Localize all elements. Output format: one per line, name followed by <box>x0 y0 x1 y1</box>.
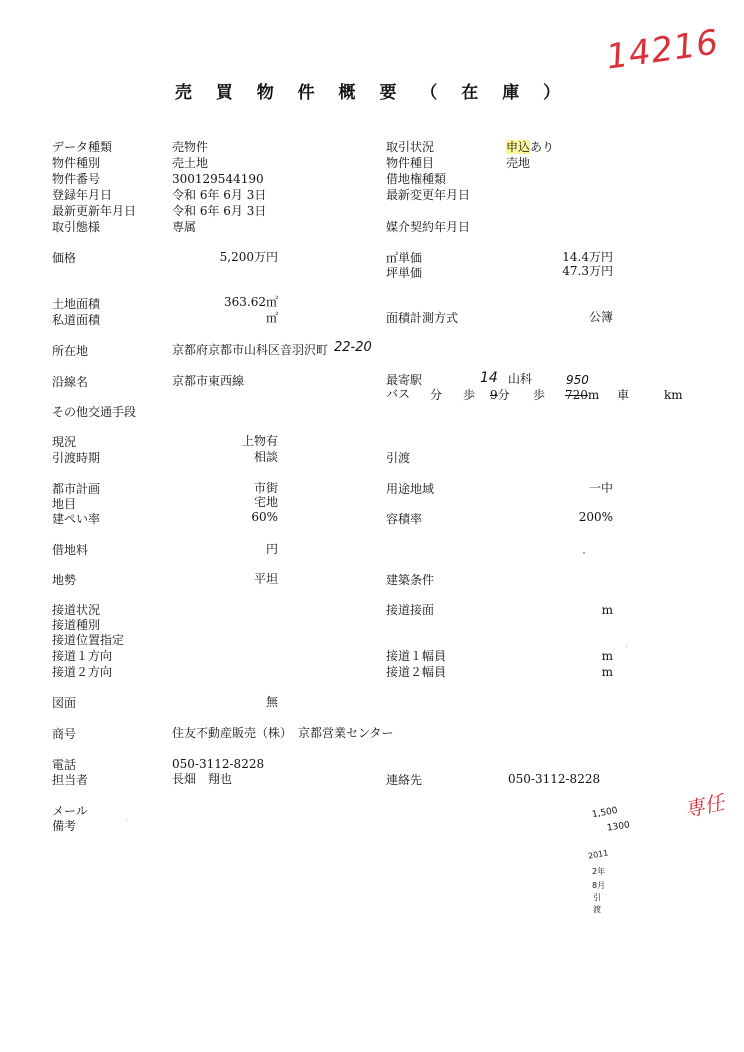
prop-no-label: 物件番号 <box>52 172 101 186</box>
bus-label: バス <box>386 387 411 401</box>
station-value: 山科 <box>508 372 533 386</box>
land-area-label: 土地面積 <box>52 297 101 311</box>
deal-value: 専属 <box>172 220 197 234</box>
walk-orig-minutes <box>490 388 510 402</box>
car-label: 車 <box>617 388 630 402</box>
other-transport-label: その他交通手段 <box>52 405 137 419</box>
drawing-label: 図面 <box>52 696 77 710</box>
handover-time-label: 引渡時期 <box>52 451 101 465</box>
location-value: 京都府京都市山科区音羽沢町 <box>172 343 329 357</box>
handover-time-value: 相談 <box>253 450 278 464</box>
person-value: 長畑 翔也 <box>172 772 233 786</box>
terrain-value: 平坦 <box>253 572 278 586</box>
person-label: 担当者 <box>52 773 89 787</box>
area-method-label: 面積計測方式 <box>386 311 459 325</box>
road-status-label: 接道状況 <box>52 603 101 617</box>
prop-item-label: 物件種目 <box>386 156 435 170</box>
drawing-value: 無 <box>265 695 278 709</box>
line-value: 京都市東西線 <box>172 374 245 388</box>
company-label: 商号 <box>52 727 77 741</box>
walk-orig-number: 9 <box>490 388 498 402</box>
reg-date-value: 令和 6年 6月 3日 <box>172 188 267 202</box>
prop-item-value: 売地 <box>506 156 531 170</box>
phone-label: 電話 <box>52 758 77 772</box>
station-label: 最寄駅 <box>386 373 423 387</box>
bus-min: 分 <box>430 388 443 402</box>
deal-status-value <box>506 140 554 154</box>
mail-label: メール <box>52 804 88 818</box>
tsubo-price-label: 坪単価 <box>386 266 423 280</box>
road1-width-unit: m <box>601 649 613 663</box>
far-label: 容積率 <box>386 512 423 526</box>
handwritten-distance: 950 <box>566 373 589 387</box>
distance-orig: 720 <box>565 388 588 402</box>
bus-walk: 歩 <box>463 388 476 402</box>
frontage-unit: m <box>601 603 613 617</box>
deal-status-label: 取引状況 <box>386 140 435 154</box>
lease-fee-label: 借地料 <box>52 543 89 557</box>
handwritten-note-vertical-2: 2年 <box>592 867 606 876</box>
deal-label: 取引態様 <box>52 220 101 234</box>
km-unit: km <box>664 388 683 402</box>
sqm-price-label: ㎡単価 <box>386 251 423 265</box>
handwritten-number: 14216 <box>603 22 722 78</box>
handover-label: 引渡 <box>386 451 411 465</box>
distance-value <box>565 388 599 402</box>
private-road-label: 私道面積 <box>52 313 101 327</box>
prop-kind-label: 物件種別 <box>52 156 101 170</box>
road-type-label: 接道種別 <box>52 618 101 632</box>
contact-label: 連絡先 <box>386 773 423 787</box>
broker-date-label: 媒介契約年月日 <box>386 220 471 234</box>
walk-min-unit: 分 <box>497 388 510 402</box>
land-cat-label: 地目 <box>52 497 77 511</box>
road1-dir-label: 接道１方向 <box>52 649 113 663</box>
land-cat-value: 宅地 <box>253 495 278 509</box>
building-cond-label: 建築条件 <box>386 573 435 587</box>
handwritten-address-suffix: 22-20 <box>334 340 372 355</box>
bcr-label: 建ぺい率 <box>52 512 101 526</box>
prop-no-value: 300129544190 <box>172 172 264 186</box>
tsubo-price-value: 47.3万円 <box>562 264 613 278</box>
contact-value: 050-3112-8228 <box>508 772 601 786</box>
far-value: 200% <box>578 510 613 524</box>
distance-unit: m <box>587 388 600 402</box>
change-date-label: 最新変更年月日 <box>386 188 471 202</box>
road2-dir-label: 接道２方向 <box>52 665 113 679</box>
handwritten-note-nums-2: 1300 <box>606 820 631 834</box>
land-area-value: 363.62㎡ <box>224 295 278 309</box>
handwritten-walk-minutes: 14 <box>480 370 498 386</box>
lease-kind-label: 借地権種類 <box>386 172 447 186</box>
lease-fee-value: 円 <box>265 542 278 556</box>
handwritten-note-right: 専任 <box>682 790 727 822</box>
status-value: 上物有 <box>241 434 278 448</box>
handwritten-note-vertical-3: 8月 <box>592 881 606 890</box>
remarks-label: 備考 <box>52 819 77 833</box>
page-title: 売 買 物 件 概 要 （ 在 庫 ） <box>174 83 570 103</box>
scan-speck <box>583 552 585 554</box>
reg-date-label: 登録年月日 <box>52 188 113 202</box>
price-value: 5,200万円 <box>219 250 278 264</box>
handwritten-note-vertical-5: 渡 <box>593 905 601 914</box>
handwritten-note-vertical-1: 2011 <box>587 848 609 861</box>
zoning-label: 用途地域 <box>386 482 435 496</box>
deal-status-highlight: 申込 <box>506 140 531 154</box>
walk2: 歩 <box>533 388 546 402</box>
line-label: 沿線名 <box>52 375 89 389</box>
frontage-label: 接道接面 <box>386 603 435 617</box>
road1-width-label: 接道１幅員 <box>386 649 447 663</box>
terrain-label: 地勢 <box>52 573 77 587</box>
zoning-value: 一中 <box>588 481 613 495</box>
price-label: 価格 <box>52 251 77 265</box>
city-plan-label: 都市計画 <box>52 482 101 496</box>
private-road-value: ㎡ <box>265 311 278 325</box>
prop-kind-value: 売土地 <box>172 156 209 170</box>
deal-status-rest: あり <box>530 140 555 154</box>
data-type-label: データ種類 <box>52 140 113 154</box>
road2-width-label: 接道２幅員 <box>386 665 447 679</box>
handwritten-note-vertical-4: 引 <box>593 893 601 902</box>
scan-speck <box>626 646 627 647</box>
data-type-value: 売物件 <box>172 140 209 154</box>
area-method-value: 公簿 <box>588 310 613 324</box>
sqm-price-value: 14.4万円 <box>562 250 613 264</box>
bcr-value: 60% <box>251 510 278 524</box>
upd-date-value: 令和 6年 6月 3日 <box>172 204 267 218</box>
company-value: 住友不動産販売（株） 京都営業センター <box>172 726 394 740</box>
location-label: 所在地 <box>52 344 89 358</box>
city-plan-value: 市街 <box>253 481 278 495</box>
phone-value: 050-3112-8228 <box>172 757 265 771</box>
road2-width-unit: m <box>601 665 613 679</box>
scan-speck <box>126 819 127 820</box>
status-label: 現況 <box>52 435 77 449</box>
upd-date-label: 最新更新年月日 <box>52 204 137 218</box>
road-pos-label: 接道位置指定 <box>52 633 125 647</box>
handwritten-note-nums-1: 1,500 <box>591 805 619 821</box>
